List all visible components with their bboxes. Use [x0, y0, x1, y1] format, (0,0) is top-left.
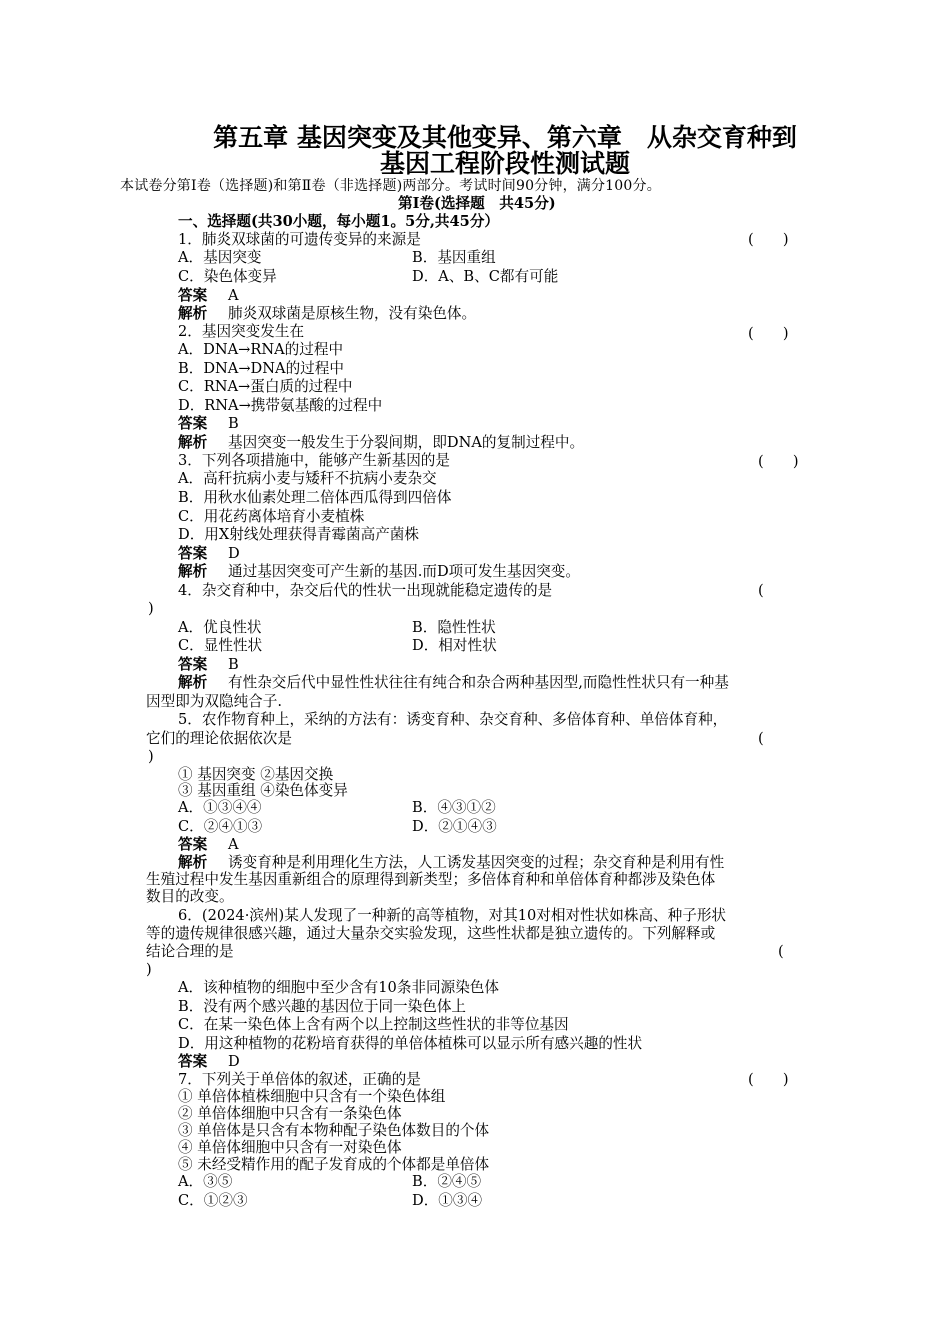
q6-answer: D: [228, 1053, 240, 1070]
q2-option-c: C．RNA→蛋白质的过程中: [178, 378, 353, 395]
part-1-heading: 第Ⅰ卷(选择题 共45分): [398, 195, 556, 212]
q3-option-a: A．高秆抗病小麦与矮秆不抗病小麦杂交: [178, 470, 437, 487]
q7-option-b: B．②④⑤: [412, 1173, 482, 1190]
q2-option-a: A．DNA→RNA的过程中: [178, 341, 344, 358]
q4-answer-label: 答案: [178, 656, 208, 673]
q6-paren-open: (: [778, 943, 784, 960]
q1-answer-blank: ( ): [748, 231, 789, 248]
q7-statement-1: ① 单倍体植株细胞中只含有一个染色体组: [178, 1088, 446, 1105]
q1-option-b: B．基因重组: [412, 249, 496, 266]
q5-analysis-line-1: 诱变育种是利用理化生方法，人工诱发基因突变的过程；杂交育种是利用有性: [228, 854, 725, 871]
q1-analysis: 肺炎双球菌是原核生物，没有染色体。: [228, 305, 477, 322]
q3-answer-label: 答案: [178, 545, 208, 562]
q5-option-2: ③ 基因重组 ④染色体变异: [178, 782, 348, 799]
q3-option-d: D．用X射线处理获得青霉菌高产菌株: [178, 526, 419, 543]
q1-answer-label: 答案: [178, 287, 208, 304]
q7-statement-5: ⑤ 未经受精作用的配子发育成的个体都是单倍体: [178, 1156, 490, 1173]
q5-stem-line-1: 5．农作物育种上，采纳的方法有：诱变育种、杂交育种、多倍体育种、单倍体育种，: [178, 711, 728, 728]
section-heading: 一、选择题(共30小题，每小题1。5分,共45分）: [178, 213, 500, 230]
q6-answer-label: 答案: [178, 1053, 208, 1070]
q6-stem-line-1: 6．(2024·滨州)某人发现了一种新的高等植物，对其10对相对性状如株高、种子形状: [178, 907, 727, 924]
q7-statement-4: ④ 单倍体细胞中只含有一对染色体: [178, 1139, 402, 1156]
q5-option-d: D．②①④③: [412, 818, 497, 835]
q7-statement-2: ② 单倍体细胞中只含有一条染色体: [178, 1105, 402, 1122]
q5-option-b: B．④③①②: [412, 799, 496, 816]
q4-stem: 4．杂交育种中，杂交后代的性状一出现就能稳定遗传的是: [178, 582, 553, 599]
q3-stem: 3．下列各项措施中，能够产生新基因的是: [178, 452, 450, 469]
q1-option-c: C．染色体变异: [178, 268, 277, 285]
document-title-line-1: 第五章 基因突变及其他变异、第六章 从杂交育种到: [213, 123, 797, 152]
q5-option-1: ① 基因突变 ②基因交换: [178, 766, 334, 783]
q7-option-c: C．①②③: [178, 1192, 248, 1209]
q5-stem-line-2: 它们的理论依据依次是: [146, 730, 292, 747]
q6-option-c: C．在某一染色体上含有两个以上控制这些性状的非等位基因: [178, 1016, 569, 1033]
q1-option-d: D．A、B、C都有可能: [412, 268, 559, 285]
q2-option-d: D．RNA→携带氨基酸的过程中: [178, 397, 383, 414]
q3-analysis-label: 解析: [178, 563, 208, 580]
q4-answer: B: [228, 656, 239, 673]
q4-option-a: A．优良性状: [178, 619, 262, 636]
q4-paren-open: (: [758, 582, 764, 599]
q4-option-d: D．相对性状: [412, 637, 497, 654]
q5-analysis-label: 解析: [178, 854, 208, 871]
q4-option-b: B．隐性性状: [412, 619, 496, 636]
q2-analysis-label: 解析: [178, 434, 208, 451]
q6-option-b: B．没有两个感兴趣的基因位于同一染色体上: [178, 998, 467, 1015]
q7-answer-blank: ( ): [748, 1071, 789, 1088]
q5-paren-close: ): [148, 748, 154, 765]
q1-answer: A: [228, 287, 239, 304]
q2-answer-label: 答案: [178, 415, 208, 432]
q1-stem: 1．肺炎双球菌的可遗传变异的来源是: [178, 231, 421, 248]
q3-option-c: C．用花药离体培育小麦植株: [178, 508, 365, 525]
q2-stem: 2．基因突变发生在: [178, 323, 305, 340]
exam-intro: 本试卷分第Ⅰ卷（选择题)和第Ⅱ卷（非选择题)两部分。考试时间90分钟，满分100分。: [120, 178, 661, 194]
q4-analysis-label: 解析: [178, 674, 208, 691]
q1-analysis-label: 解析: [178, 305, 208, 322]
q4-option-c: C．显性性状: [178, 637, 263, 654]
q5-option-a: A．①③④④: [178, 799, 262, 816]
q6-stem-line-2: 等的遗传规律很感兴趣，通过大量杂交实验发现，这些性状都是独立遗传的。下列解释或: [146, 925, 716, 942]
q7-option-a: A．③⑤: [178, 1173, 233, 1190]
q6-stem-line-3: 结论合理的是: [146, 943, 234, 960]
q6-option-d: D．用这种植物的花粉培育获得的单倍体植株可以显示所有感兴趣的性状: [178, 1035, 643, 1052]
q4-analysis-line-1: 有性杂交后代中显性性状往往有纯合和杂合两种基因型,而隐性性状只有一种基: [228, 674, 729, 691]
q5-answer-label: 答案: [178, 836, 208, 853]
q7-statement-3: ③ 单倍体是只含有本物种配子染色体数目的个体: [178, 1122, 490, 1139]
q3-analysis: 通过基因突变可产生新的基因.而D项可发生基因突变。: [228, 563, 580, 580]
document-title-line-2: 基因工程阶段性测试题: [379, 149, 630, 178]
q3-option-b: B．用秋水仙素处理二倍体西瓜得到四倍体: [178, 489, 452, 506]
q5-answer: A: [228, 836, 239, 853]
q7-stem: 7．下列关于单倍体的叙述，正确的是: [178, 1071, 421, 1088]
q4-analysis-line-2: 因型即为双隐纯合子.: [146, 693, 282, 710]
q1-option-a: A．基因突变: [178, 249, 262, 266]
q7-option-d: D．①③④: [412, 1192, 483, 1209]
q3-answer-blank: ( ): [758, 453, 799, 470]
q5-analysis-line-2: 生殖过程中发生基因重新组合的原理得到新类型；多倍体育种和单倍体育种都涉及染色体: [146, 871, 716, 888]
q5-paren-open: (: [758, 730, 764, 747]
q2-analysis: 基因突变一般发生于分裂间期，即DNA的复制过程中。: [228, 434, 585, 451]
q4-paren-close: ): [148, 600, 154, 617]
q3-answer: D: [228, 545, 240, 562]
q2-answer-blank: ( ): [748, 325, 789, 342]
q2-option-b: B．DNA→DNA的过程中: [178, 360, 344, 377]
q6-option-a: A．该种植物的细胞中至少含有10条非同源染色体: [178, 979, 499, 996]
q2-answer: B: [228, 415, 239, 432]
q5-analysis-line-3: 数目的改变。: [146, 888, 234, 905]
q6-paren-close: ): [146, 961, 152, 978]
q5-option-c: C．②④①③: [178, 818, 263, 835]
